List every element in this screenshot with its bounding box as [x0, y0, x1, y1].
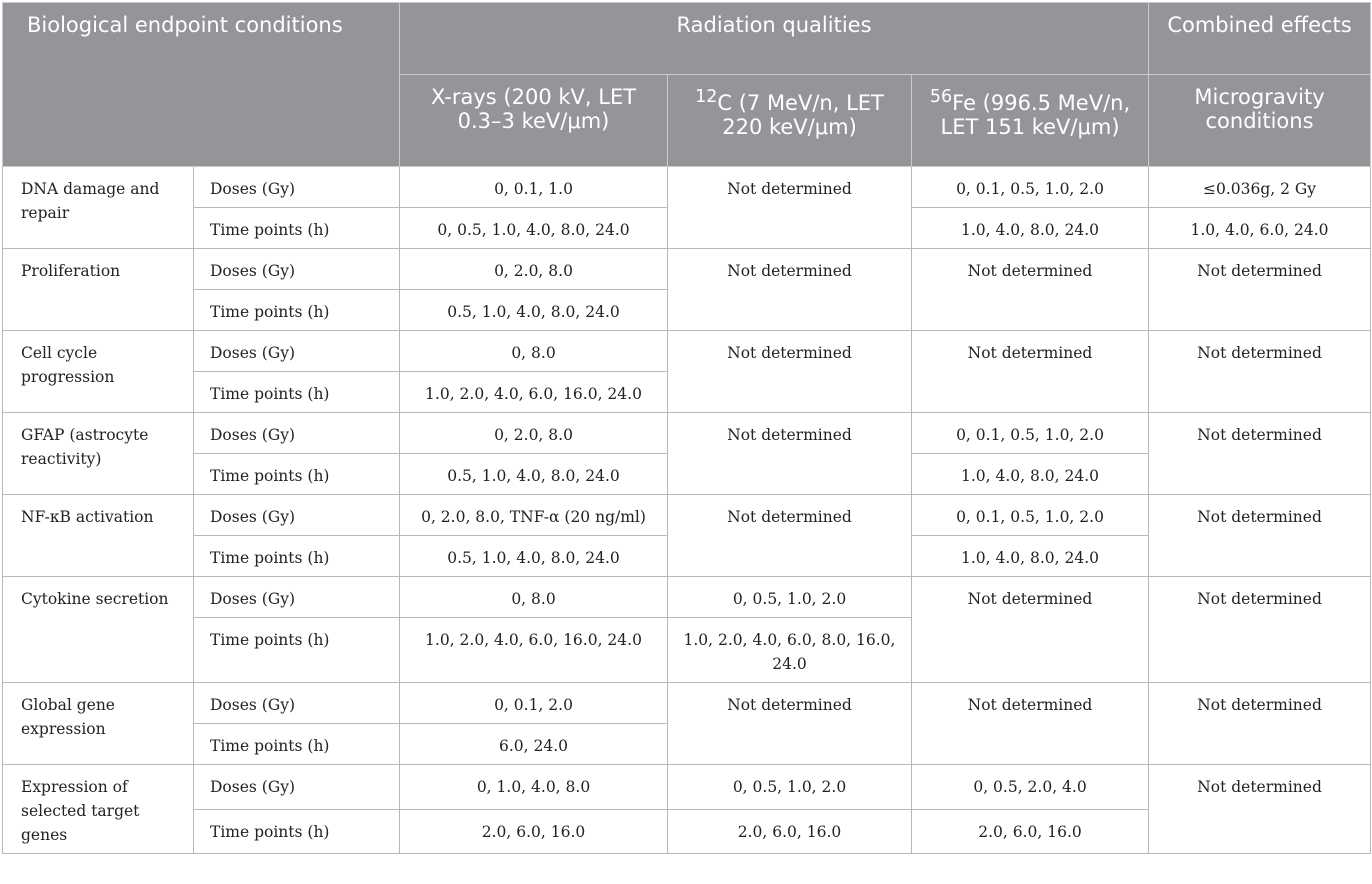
time-label: Time points (h) — [194, 454, 400, 495]
radiation-conditions-table — [2, 2, 1371, 854]
xray-time-cell: 0.5, 1.0, 4.0, 8.0, 24.0 — [400, 290, 668, 331]
carbon-cell: Not determined — [668, 167, 912, 249]
dose-label: Doses (Gy) — [194, 683, 400, 724]
time-label: Time points (h) — [194, 724, 400, 765]
header-iron — [912, 75, 1149, 167]
dose-label: Doses (Gy) — [194, 331, 400, 372]
endpoint-cell: Cytokine secretion — [3, 577, 194, 683]
dose-label: Doses (Gy) — [194, 167, 400, 208]
endpoint-cell: NF-κB activation — [3, 495, 194, 577]
time-label: Time points (h) — [194, 809, 400, 854]
carbon-dose-cell: 0, 0.5, 1.0, 2.0 — [668, 577, 912, 618]
table-row — [3, 167, 1371, 208]
table-row — [3, 331, 1371, 372]
time-label: Time points (h) — [194, 372, 400, 413]
xray-dose-cell: 0, 2.0, 8.0 — [400, 249, 668, 290]
carbon-dose-cell: 0, 0.5, 1.0, 2.0 — [668, 765, 912, 810]
dose-label: Doses (Gy) — [194, 495, 400, 536]
micro-cell: Not determined — [1149, 683, 1371, 765]
time-label: Time points (h) — [194, 536, 400, 577]
dose-label: Doses (Gy) — [194, 249, 400, 290]
carbon-time-cell: 1.0, 2.0, 4.0, 6.0, 8.0, 16.0, 24.0 — [668, 618, 912, 683]
xray-time-cell: 1.0, 2.0, 4.0, 6.0, 16.0, 24.0 — [400, 618, 668, 683]
header-endpoint-conditions: Biological endpoint conditions — [3, 3, 400, 167]
carbon-isotope-superscript: 12 — [695, 87, 718, 107]
iron-dose-cell: 0, 0.1, 0.5, 1.0, 2.0 — [912, 413, 1149, 454]
time-label: Time points (h) — [194, 208, 400, 249]
header-combined-effects: Combined effects — [1149, 3, 1371, 75]
header-xrays: X-rays (200 kV, LET 0.3–3 keV/μm) — [400, 75, 668, 167]
carbon-cell: Not determined — [668, 331, 912, 413]
header-microgravity: Microgravity conditions — [1149, 75, 1371, 167]
carbon-header-text: C (7 MeV/n, LET 220 keV/μm) — [717, 91, 884, 139]
endpoint-cell: Cell cycle progression — [3, 331, 194, 413]
time-label: Time points (h) — [194, 290, 400, 331]
xray-dose-cell: 0, 1.0, 4.0, 8.0 — [400, 765, 668, 810]
dose-label: Doses (Gy) — [194, 577, 400, 618]
xray-time-cell: 0, 0.5, 1.0, 4.0, 8.0, 24.0 — [400, 208, 668, 249]
carbon-cell: Not determined — [668, 249, 912, 331]
endpoint-cell: Global gene expression — [3, 683, 194, 765]
micro-cell: Not determined — [1149, 249, 1371, 331]
endpoint-cell: GFAP (astrocyte reactivity) — [3, 413, 194, 495]
table-row — [3, 765, 1371, 810]
header-carbon — [668, 75, 912, 167]
iron-cell: Not determined — [912, 577, 1149, 683]
endpoint-cell: Expression of selected target genes — [3, 765, 194, 854]
table-row — [3, 683, 1371, 724]
table-row — [3, 577, 1371, 618]
xray-dose-cell: 0, 2.0, 8.0 — [400, 413, 668, 454]
iron-time-cell: 1.0, 4.0, 8.0, 24.0 — [912, 536, 1149, 577]
xray-time-cell: 0.5, 1.0, 4.0, 8.0, 24.0 — [400, 454, 668, 495]
iron-time-cell: 1.0, 4.0, 8.0, 24.0 — [912, 208, 1149, 249]
iron-header-text: Fe (996.5 MeV/n, LET 151 keV/μm) — [940, 91, 1131, 139]
iron-isotope-superscript: 56 — [929, 87, 953, 107]
xray-dose-cell: 0, 0.1, 2.0 — [400, 683, 668, 724]
xray-time-cell: 6.0, 24.0 — [400, 724, 668, 765]
micro-dose-cell: ≤0.036g, 2 Gy — [1149, 167, 1371, 208]
iron-time-cell: 1.0, 4.0, 8.0, 24.0 — [912, 454, 1149, 495]
header-radiation-qualities: Radiation qualities — [400, 3, 1149, 75]
xray-time-cell: 2.0, 6.0, 16.0 — [400, 809, 668, 854]
xray-dose-cell: 0, 8.0 — [400, 331, 668, 372]
micro-cell: Not determined — [1149, 577, 1371, 683]
iron-cell: Not determined — [912, 249, 1149, 331]
iron-dose-cell: 0, 0.1, 0.5, 1.0, 2.0 — [912, 167, 1149, 208]
iron-time-cell: 2.0, 6.0, 16.0 — [912, 809, 1149, 854]
carbon-cell: Not determined — [668, 683, 912, 765]
table-row — [3, 495, 1371, 536]
xray-time-cell: 1.0, 2.0, 4.0, 6.0, 16.0, 24.0 — [400, 372, 668, 413]
endpoint-cell: DNA damage and repair — [3, 167, 194, 249]
iron-dose-cell: 0, 0.5, 2.0, 4.0 — [912, 765, 1149, 810]
endpoint-cell: Proliferation — [3, 249, 194, 331]
dose-label: Doses (Gy) — [194, 765, 400, 810]
micro-cell: Not determined — [1149, 495, 1371, 577]
table-row — [3, 249, 1371, 290]
micro-cell: Not determined — [1149, 331, 1371, 413]
carbon-cell: Not determined — [668, 413, 912, 495]
xray-dose-cell: 0, 8.0 — [400, 577, 668, 618]
xray-time-cell: 0.5, 1.0, 4.0, 8.0, 24.0 — [400, 536, 668, 577]
table-row — [3, 413, 1371, 454]
carbon-time-cell: 2.0, 6.0, 16.0 — [668, 809, 912, 854]
xray-dose-cell: 0, 0.1, 1.0 — [400, 167, 668, 208]
iron-dose-cell: 0, 0.1, 0.5, 1.0, 2.0 — [912, 495, 1149, 536]
micro-cell: Not determined — [1149, 413, 1371, 495]
header-row-groups — [3, 3, 1371, 75]
iron-cell: Not determined — [912, 331, 1149, 413]
iron-cell: Not determined — [912, 683, 1149, 765]
micro-cell: Not determined — [1149, 765, 1371, 854]
carbon-cell: Not determined — [668, 495, 912, 577]
micro-time-cell: 1.0, 4.0, 6.0, 24.0 — [1149, 208, 1371, 249]
time-label: Time points (h) — [194, 618, 400, 683]
xray-dose-cell: 0, 2.0, 8.0, TNF-α (20 ng/ml) — [400, 495, 668, 536]
dose-label: Doses (Gy) — [194, 413, 400, 454]
